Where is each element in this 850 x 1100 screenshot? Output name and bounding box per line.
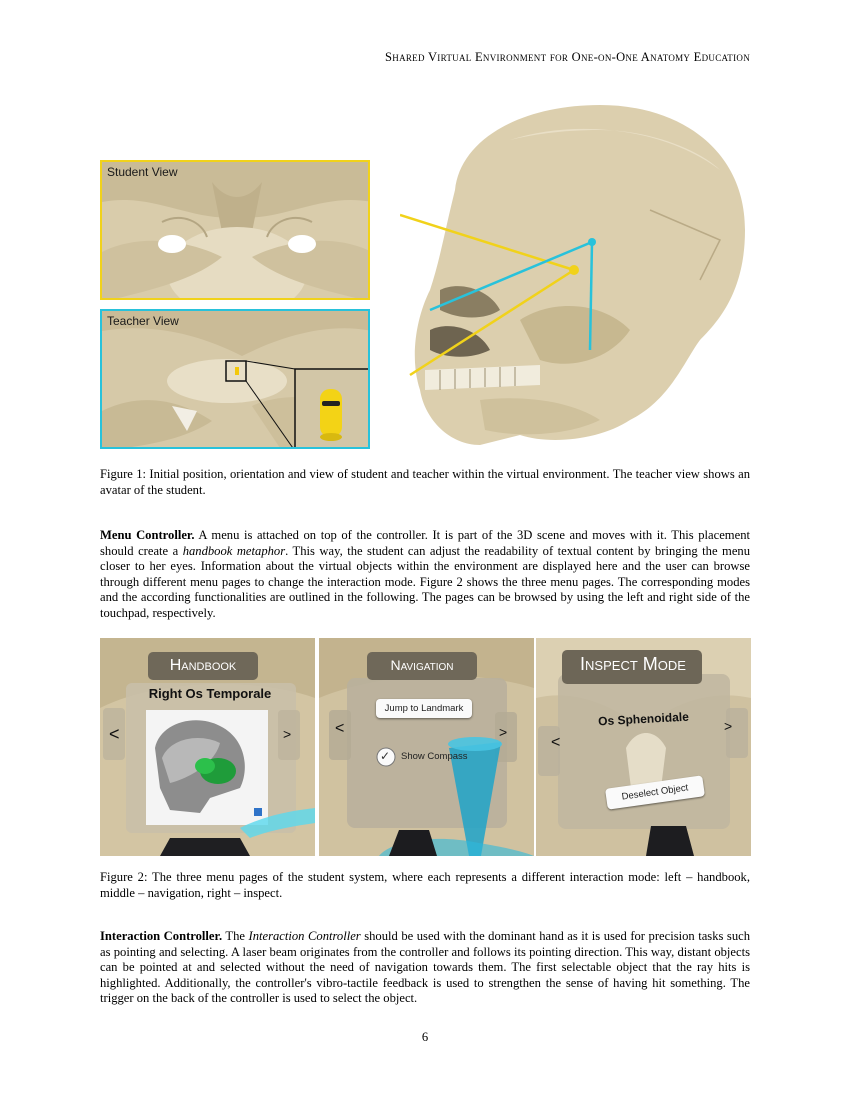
teacher-view-image — [100, 309, 370, 449]
show-compass-label: Show Compass — [401, 751, 468, 762]
handbook-panel-image — [100, 638, 315, 856]
interaction-controller-emphasis: Interaction Controller — [248, 929, 361, 943]
figure1-caption: Figure 1: Initial position, orientation and view of student and teacher within the virtual environment. The teacher view shows an avatar of the student. — [100, 467, 750, 497]
inspect-panel-image — [536, 638, 751, 856]
menu-text-part2: . This way, the student can adjust the readability of textual content by bringing the menu closer to her eyes. Information about the virtual objects within the environment are displayed here and the user can browse through different menu pages to change the interaction mode. Figure 2 shows the three menu pages. The corresponding modes and the according functionalities are outlined in the following. The pages can be browsed by using the left and right side of the touchpad, respectively. — [100, 543, 751, 620]
handbook-metaphor-emphasis: handbook metaphor — [182, 543, 286, 558]
navigation-title: Navigation — [390, 657, 454, 673]
running-header: Shared Virtual Environment for One-on-One Anatomy Education — [385, 50, 750, 64]
skull-image — [400, 100, 750, 450]
figure2-caption: Figure 2: The three menu pages of the student system, where each represents a different interaction mode: left – handbook, middle – navigation, right – inspect. — [100, 870, 750, 900]
deselect-object-button[interactable]: Deselect Object — [605, 775, 705, 809]
menu-text-part1: A menu is attached on top of the controller. It is part of the 3D scene and moves with it. This placement should create a — [100, 528, 750, 558]
interaction-controller-paragraph — [100, 929, 750, 1007]
inspect-left-arrow-icon: < — [551, 734, 561, 751]
page-number: 6 — [421, 1030, 429, 1044]
menu-controller-heading: Menu Controller. — [100, 528, 195, 542]
interaction-text-part2: should be used with the dominant hand as it is used for precision tasks such as pointing and selecting. A laser beam originates from the controller and follows its pointing direction. This way, distant objects can be pointed at and selected without the need of navigation towards them. The first selectable object that the ray hits is highlighted. Additionally, the controller's vibro-tactile feedback is used to strengthen the sense of having hit something. The trigger on the back of the controller is used to select the object. — [100, 929, 750, 1005]
student-view-label: Student View — [107, 165, 178, 179]
menu-controller-paragraph — [100, 528, 750, 621]
inspect-mode-title: Inspect Mode — [580, 654, 686, 674]
navigation-panel-image — [319, 638, 534, 856]
interaction-controller-heading: Interaction Controller. — [100, 929, 223, 943]
inspect-subtitle: Os Sphenoidale — [597, 709, 690, 729]
handbook-title: Handbook — [169, 657, 237, 674]
interaction-text-part1: The — [222, 929, 249, 943]
student-view-image — [100, 160, 370, 300]
handbook-left-arrow-icon: < — [109, 724, 120, 744]
jump-to-landmark-button[interactable]: Jump to Landmark — [376, 699, 472, 718]
handbook-subtitle: Right Os Temporale — [148, 686, 272, 701]
navigation-left-arrow-icon: < — [335, 720, 345, 737]
show-compass-checkbox-icon[interactable]: ✓ — [380, 749, 391, 763]
navigation-right-arrow-icon: > — [499, 724, 508, 740]
inspect-right-arrow-icon: > — [724, 718, 733, 734]
handbook-right-arrow-icon: > — [283, 726, 292, 742]
teacher-view-label: Teacher View — [107, 314, 179, 328]
